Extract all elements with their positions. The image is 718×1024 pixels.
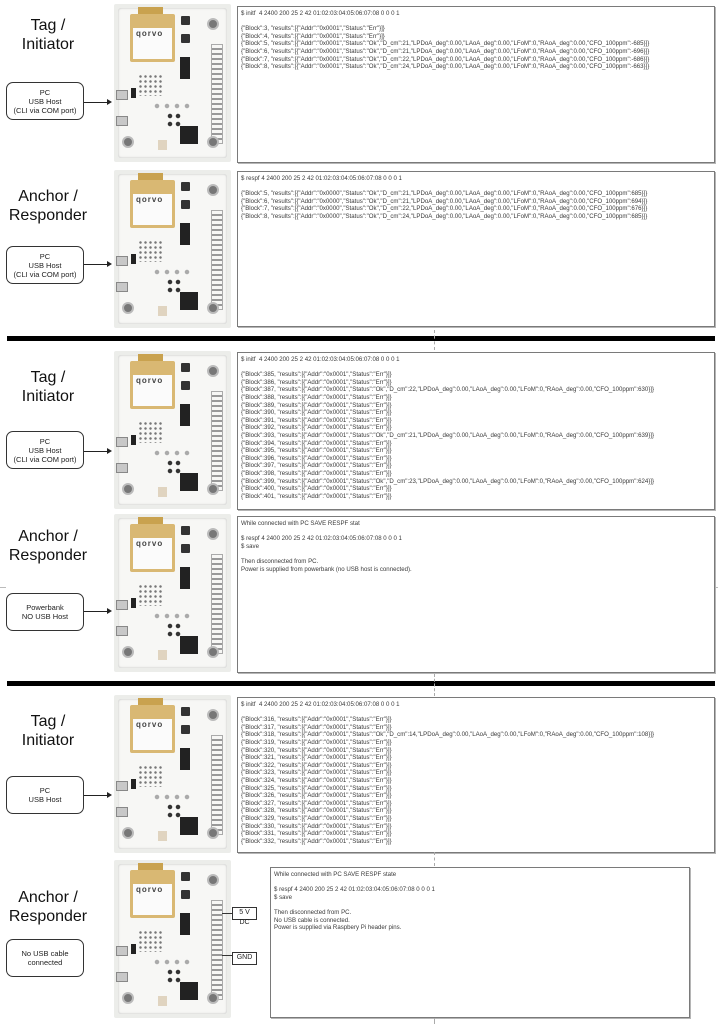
jumper: [131, 435, 136, 445]
terminal-line: {"Block":329, "results":[{"Addr":"0x0001","Status":"Err"}]}: [241, 814, 392, 822]
qorvo-logo: qorvo: [136, 29, 164, 38]
terminal-line: Power is supplied from powerbank (no USB host is connected).: [241, 565, 412, 573]
connection-line: PC: [39, 251, 51, 261]
pcb-board-image: [114, 860, 231, 1018]
terminal-line: {"Block":321, "results":[{"Addr":"0x0001","Status":"Err"}]}: [241, 754, 392, 762]
connection-line: PC: [39, 786, 51, 795]
qorvo-logo: qorvo: [136, 885, 164, 894]
terminal-line: $ respf 4 2400 200 25 2 42 01:02:03:04:05:06:07:08 0 0 0 1: [241, 175, 402, 182]
connection-box-no-usb: [6, 939, 84, 977]
mounting-hole: [122, 136, 134, 148]
arrow-icon: [84, 102, 110, 103]
terminal-output-anchor: [237, 171, 715, 327]
arrow-icon: [84, 611, 110, 612]
led-array: [180, 913, 190, 935]
usb-port: [116, 116, 128, 126]
connection-line: PC: [39, 436, 51, 446]
connection-line: No USB cable: [21, 949, 69, 958]
led-array: [180, 404, 190, 426]
push-button: [181, 16, 190, 25]
led-array: [180, 57, 190, 79]
terminal-output-anchor: [237, 516, 715, 673]
terminal-line: [241, 18, 711, 26]
mounting-hole: [122, 302, 134, 314]
terminal-line: [241, 528, 711, 536]
mcu-chip: [180, 636, 198, 654]
usb-port: [116, 807, 128, 817]
mounting-hole: [207, 184, 219, 196]
connection-box-pc-usb-host: [6, 246, 84, 284]
terminal-line: $ initf 4 2400 200 25 2 42 01:02:03:04:05:06:07:08 0 0 0 1: [241, 356, 400, 363]
pin-grid: [138, 930, 164, 952]
terminal-line: Then disconnected from PC.: [274, 908, 352, 916]
terminal-line: {"Block":394, "results":[{"Addr":"0x0001","Status":"Err"}]}: [241, 439, 392, 447]
anchor-responder-title: Anchor / Responder: [8, 528, 88, 564]
module-label: [133, 28, 172, 59]
connection-box-powerbank: [6, 593, 84, 631]
terminal-output-tag: [237, 6, 715, 163]
module-label: [133, 538, 172, 569]
terminal-line: $ initf 4 2400 200 25 2 42 01:02:03:04:05:06:07:08 0 0 0 1: [241, 701, 400, 708]
terminal-line: {"Block":6, "results":[{"Addr":"0x0000","Status":"Ok","D_cm":21,"LPDoA_deg":0.00,"LAoA_deg":0.00,"LFoM":0,"RAoA_deg":0.00,"CFO_100ppm":694}]}: [241, 197, 648, 205]
terminal-line: {"Block":325, "results":[{"Addr":"0x0001","Status":"Err"}]}: [241, 784, 392, 792]
terminal-line: {"Block":3, "results":[{"Addr":"0x0001","Status":"Err"}]}: [241, 25, 385, 33]
connection-line: (CLI via COM port): [13, 269, 77, 279]
jumper: [131, 598, 136, 608]
push-button: [181, 182, 190, 191]
gpio-header: [211, 735, 223, 835]
terminal-line: {"Block":326, "results":[{"Addr":"0x0001","Status":"Err"}]}: [241, 792, 392, 800]
terminal-line: While connected with PC SAVE RESPF state: [274, 871, 397, 878]
test-pads: [152, 612, 194, 620]
push-button: [181, 544, 190, 553]
push-button: [181, 526, 190, 535]
terminal-line: {"Block":332, "results":[{"Addr":"0x0001","Status":"Err"}]}: [241, 837, 392, 845]
mounting-hole: [122, 646, 134, 658]
usb-port: [116, 946, 128, 956]
uwb-module: [130, 14, 175, 62]
terminal-line: {"Block":396, "results":[{"Addr":"0x0001","Status":"Err"}]}: [241, 454, 392, 462]
switch: [158, 996, 167, 1006]
push-button: [181, 200, 190, 209]
pin-grid: [138, 765, 164, 787]
switch: [158, 487, 167, 497]
module-label: [133, 719, 172, 750]
uwb-module: [130, 870, 175, 918]
usb-port: [116, 972, 128, 982]
terminal-line: {"Block":400, "results":[{"Addr":"0x0001","Status":"Err"}]}: [241, 485, 392, 493]
pin-grid: [138, 421, 164, 443]
terminal-line: [241, 364, 711, 372]
connection-line: (CLI via COM port): [13, 105, 77, 115]
guide-line: [434, 674, 435, 696]
tag-initiator-title: Tag / Initiator: [21, 369, 75, 405]
test-pads: [152, 268, 194, 276]
push-button: [181, 725, 190, 734]
usb-port: [116, 437, 128, 447]
connection-line: USB Host: [28, 445, 62, 455]
test-pads: [152, 958, 194, 966]
terminal-line: {"Block":317, "results":[{"Addr":"0x0001","Status":"Err"}]}: [241, 723, 392, 731]
mounting-hole: [207, 827, 219, 839]
sensor-pads: [166, 278, 182, 294]
terminal-line: {"Block":330, "results":[{"Addr":"0x0001","Status":"Err"}]}: [241, 822, 392, 830]
terminal-line: {"Block":8, "results":[{"Addr":"0x0001","Status":"Ok","D_cm":24,"LPDoA_deg":0.00,"LAoA_deg":0.00,"LFoM":0,"RAoA_deg":0.00,"CFO_100ppm":-663}]}: [241, 63, 650, 71]
terminal-line: {"Block":8, "results":[{"Addr":"0x0000","Status":"Ok","D_cm":24,"LPDoA_deg":0.00,"LAoA_deg":0.00,"LFoM":0,"RAoA_deg":0.00,"CFO_100ppm":685}]}: [241, 212, 648, 220]
terminal-line: {"Block":7, "results":[{"Addr":"0x0000","Status":"Ok","D_cm":22,"LPDoA_deg":0.00,"LAoA_deg":0.00,"LFoM":0,"RAoA_deg":0.00,"CFO_100ppm":676}]}: [241, 205, 648, 213]
jumper: [131, 779, 136, 789]
pin-grid: [138, 74, 164, 96]
terminal-line: {"Block":391, "results":[{"Addr":"0x0001","Status":"Err"}]}: [241, 416, 392, 424]
push-button: [181, 34, 190, 43]
arrow-icon: [84, 264, 110, 265]
terminal-line: {"Block":4, "results":[{"Addr":"0x0001","Status":"Err"}]}: [241, 32, 385, 40]
uwb-module: [130, 361, 175, 409]
arrow-icon: [84, 795, 110, 796]
connection-line: Powerbank: [26, 603, 64, 612]
mounting-hole: [207, 302, 219, 314]
mcu-chip: [180, 292, 198, 310]
gpio-header: [211, 900, 223, 1000]
connection-line: USB Host: [28, 260, 62, 270]
sensor-pads: [166, 459, 182, 475]
terminal-line: {"Block":323, "results":[{"Addr":"0x0001","Status":"Err"}]}: [241, 769, 392, 777]
terminal-line: {"Block":6, "results":[{"Addr":"0x0001","Status":"Ok","D_cm":21,"LPDoA_deg":0.00,"LAoA_deg":0.00,"LFoM":0,"RAoA_deg":0.00,"CFO_100ppm":-696}]}: [241, 47, 650, 55]
mounting-hole: [207, 483, 219, 495]
terminal-line: [241, 550, 711, 558]
terminal-line: {"Block":392, "results":[{"Addr":"0x0001","Status":"Err"}]}: [241, 424, 392, 432]
module-label: [133, 194, 172, 225]
terminal-line: {"Block":389, "results":[{"Addr":"0x0001","Status":"Err"}]}: [241, 401, 392, 409]
usb-port: [116, 256, 128, 266]
led-array: [180, 223, 190, 245]
gpio-header: [211, 391, 223, 491]
terminal-line: {"Block":385, "results":[{"Addr":"0x0001","Status":"Err"}]}: [241, 371, 392, 379]
connection-box-pc-usb-host: [6, 82, 84, 120]
switch: [158, 650, 167, 660]
tag-initiator-title: Tag / Initiator: [21, 713, 75, 749]
pcb-board-image: [114, 351, 231, 509]
uwb-module: [130, 705, 175, 753]
usb-port: [116, 463, 128, 473]
terminal-line: {"Block":319, "results":[{"Addr":"0x0001","Status":"Err"}]}: [241, 738, 392, 746]
anchor-responder-title: Anchor / Responder: [8, 188, 88, 224]
terminal-line: $ initf 4 2400 200 25 2 42 01:02:03:04:05:06:07:08 0 0 0 1: [241, 10, 400, 17]
module-label: [133, 375, 172, 406]
pin-label-5v-dc: 5 V DC: [232, 907, 257, 920]
terminal-line: {"Block":386, "results":[{"Addr":"0x0001","Status":"Err"}]}: [241, 378, 392, 386]
push-button: [181, 363, 190, 372]
terminal-line: {"Block":397, "results":[{"Addr":"0x0001","Status":"Err"}]}: [241, 462, 392, 470]
terminal-line: {"Block":327, "results":[{"Addr":"0x0001","Status":"Err"}]}: [241, 799, 392, 807]
connection-line: connected: [27, 958, 63, 967]
connection-line: NO USB Host: [21, 612, 69, 621]
uwb-module: [130, 524, 175, 572]
guide-line: [434, 852, 435, 866]
mounting-hole: [207, 709, 219, 721]
mounting-hole: [122, 827, 134, 839]
guide-line: [434, 1018, 435, 1024]
terminal-line: [241, 709, 711, 717]
mcu-chip: [180, 982, 198, 1000]
terminal-output-tag: [237, 352, 715, 510]
gpio-header: [211, 44, 223, 144]
mounting-hole: [207, 646, 219, 658]
terminal-line: {"Block":328, "results":[{"Addr":"0x0001","Status":"Err"}]}: [241, 807, 392, 815]
pcb-board-image: [114, 695, 231, 853]
pin-grid: [138, 240, 164, 262]
connection-line: USB Host: [28, 96, 62, 106]
terminal-line: [274, 879, 686, 887]
connection-box-pc-usb-host: [6, 776, 84, 814]
terminal-line: {"Block":5, "results":[{"Addr":"0x0000","Status":"Ok","D_cm":21,"LPDoA_deg":0.00,"LAoA_deg":0.00,"LFoM":0,"RAoA_deg":0.00,"CFO_100ppm":685}]}: [241, 190, 648, 198]
push-button: [181, 707, 190, 716]
mcu-chip: [180, 126, 198, 144]
push-button: [181, 890, 190, 899]
terminal-line: Then disconnected from PC.: [241, 557, 319, 565]
switch: [158, 306, 167, 316]
uwb-module: [130, 180, 175, 228]
switch: [158, 831, 167, 841]
terminal-line: {"Block":398, "results":[{"Addr":"0x0001","Status":"Err"}]}: [241, 469, 392, 477]
anchor-responder-title: Anchor / Responder: [8, 889, 88, 925]
terminal-line: [274, 901, 686, 909]
switch: [158, 140, 167, 150]
led-array: [180, 748, 190, 770]
push-button: [181, 872, 190, 881]
terminal-line: {"Block":390, "results":[{"Addr":"0x0001","Status":"Err"}]}: [241, 409, 392, 417]
section-divider: [7, 681, 715, 686]
mcu-chip: [180, 473, 198, 491]
terminal-line: {"Block":401, "results":[{"Addr":"0x0001","Status":"Err"}]}: [241, 492, 392, 500]
pcb-board-image: [114, 514, 231, 672]
terminal-line: $ save: [241, 542, 259, 550]
terminal-line: {"Block":388, "results":[{"Addr":"0x0001","Status":"Err"}]}: [241, 393, 392, 401]
usb-port: [116, 282, 128, 292]
jumper: [131, 88, 136, 98]
gpio-header: [211, 554, 223, 654]
terminal-line: {"Block":316, "results":[{"Addr":"0x0001","Status":"Err"}]}: [241, 716, 392, 724]
terminal-line: {"Block":387, "results":[{"Addr":"0x0001","Status":"Ok","D_cm":22,"LPDoA_deg":0.00,"LAoA_deg":0.00,"LFoM":0,"RAoA_deg":0.00,"CFO_100ppm":630}]}: [241, 386, 655, 394]
section-divider: [7, 336, 715, 341]
qorvo-logo: qorvo: [136, 720, 164, 729]
gpio-header: [211, 210, 223, 310]
usb-port: [116, 781, 128, 791]
terminal-line: {"Block":324, "results":[{"Addr":"0x0001","Status":"Err"}]}: [241, 776, 392, 784]
tag-initiator-title: Tag / Initiator: [21, 17, 75, 53]
terminal-line: $ save: [274, 893, 292, 901]
usb-port: [116, 626, 128, 636]
terminal-line: No USB cable is connected.: [274, 916, 350, 924]
terminal-line: $ respf 4 2400 200 25 2 42 01:02:03:04:05:06:07:08 0 0 0 1: [274, 886, 435, 894]
guide-line: [0, 587, 6, 588]
terminal-line: {"Block":395, "results":[{"Addr":"0x0001","Status":"Err"}]}: [241, 447, 392, 455]
terminal-line: [241, 183, 711, 191]
mcu-chip: [180, 817, 198, 835]
terminal-line: Power is supplied via Raspbery Pi header pins.: [274, 924, 402, 932]
qorvo-logo: qorvo: [136, 539, 164, 548]
sensor-pads: [166, 112, 182, 128]
test-pads: [152, 102, 194, 110]
pin-pointer-line: [222, 913, 232, 914]
terminal-line: {"Block":331, "results":[{"Addr":"0x0001","Status":"Err"}]}: [241, 830, 392, 838]
terminal-output-tag: [237, 697, 715, 853]
terminal-line: {"Block":5, "results":[{"Addr":"0x0001","Status":"Ok","D_cm":21,"LPDoA_deg":0.00,"LAoA_deg":0.00,"LFoM":0,"RAoA_deg":0.00,"CFO_100ppm":-685}]}: [241, 40, 650, 48]
terminal-output-anchor: [270, 867, 690, 1018]
test-pads: [152, 449, 194, 457]
terminal-line: {"Block":318, "results":[{"Addr":"0x0001","Status":"Ok","D_cm":14,"LPDoA_deg":0.00,"LAoA_deg":0.00,"LFoM":0,"RAoA_deg":0.00,"CFO_100ppm":108}]}: [241, 731, 655, 739]
mounting-hole: [207, 136, 219, 148]
pin-label-gnd: GND: [232, 952, 257, 965]
terminal-line: {"Block":393, "results":[{"Addr":"0x0001","Status":"Ok","D_cm":21,"LPDoA_deg":0.00,"LAoA_deg":0.00,"LFoM":0,"RAoA_deg":0.00,"CFO_100ppm":639}]}: [241, 431, 655, 439]
mounting-hole: [122, 992, 134, 1004]
connection-line: PC: [39, 87, 51, 97]
mounting-hole: [207, 18, 219, 30]
terminal-line: {"Block":399, "results":[{"Addr":"0x0001","Status":"Ok","D_cm":23,"LPDoA_deg":0.00,"LAoA_deg":0.00,"LFoM":0,"RAoA_deg":0.00,"CFO_100ppm":624}]}: [241, 477, 655, 485]
terminal-line: {"Block":320, "results":[{"Addr":"0x0001","Status":"Err"}]}: [241, 746, 392, 754]
qorvo-logo: qorvo: [136, 376, 164, 385]
jumper: [131, 254, 136, 264]
terminal-line: $ respf 4 2400 200 25 2 42 01:02:03:04:05:06:07:08 0 0 0 1: [241, 535, 402, 543]
led-array: [180, 567, 190, 589]
pcb-board-image: [114, 4, 231, 162]
jumper: [131, 944, 136, 954]
terminal-line: {"Block":322, "results":[{"Addr":"0x0001","Status":"Err"}]}: [241, 761, 392, 769]
push-button: [181, 381, 190, 390]
mounting-hole: [207, 874, 219, 886]
terminal-line: {"Block":7, "results":[{"Addr":"0x0001","Status":"Ok","D_cm":22,"LPDoA_deg":0.00,"LAoA_deg":0.00,"LFoM":0,"RAoA_deg":0.00,"CFO_100ppm":-686}]}: [241, 55, 650, 63]
pin-grid: [138, 584, 164, 606]
module-label: [133, 884, 172, 915]
sensor-pads: [166, 968, 182, 984]
usb-port: [116, 600, 128, 610]
connection-line: (CLI via COM port): [13, 454, 77, 464]
mounting-hole: [207, 528, 219, 540]
test-pads: [152, 793, 194, 801]
sensor-pads: [166, 803, 182, 819]
mounting-hole: [207, 992, 219, 1004]
terminal-line: While connected with PC SAVE RESPF stat: [241, 520, 360, 527]
mounting-hole: [207, 365, 219, 377]
connection-line: USB Host: [28, 795, 62, 804]
pcb-board-image: [114, 170, 231, 328]
sensor-pads: [166, 622, 182, 638]
pin-pointer-line: [222, 955, 232, 956]
guide-line: [434, 330, 435, 350]
usb-port: [116, 90, 128, 100]
mounting-hole: [122, 483, 134, 495]
qorvo-logo: qorvo: [136, 195, 164, 204]
connection-box-pc-usb-host: [6, 431, 84, 469]
arrow-icon: [84, 451, 110, 452]
